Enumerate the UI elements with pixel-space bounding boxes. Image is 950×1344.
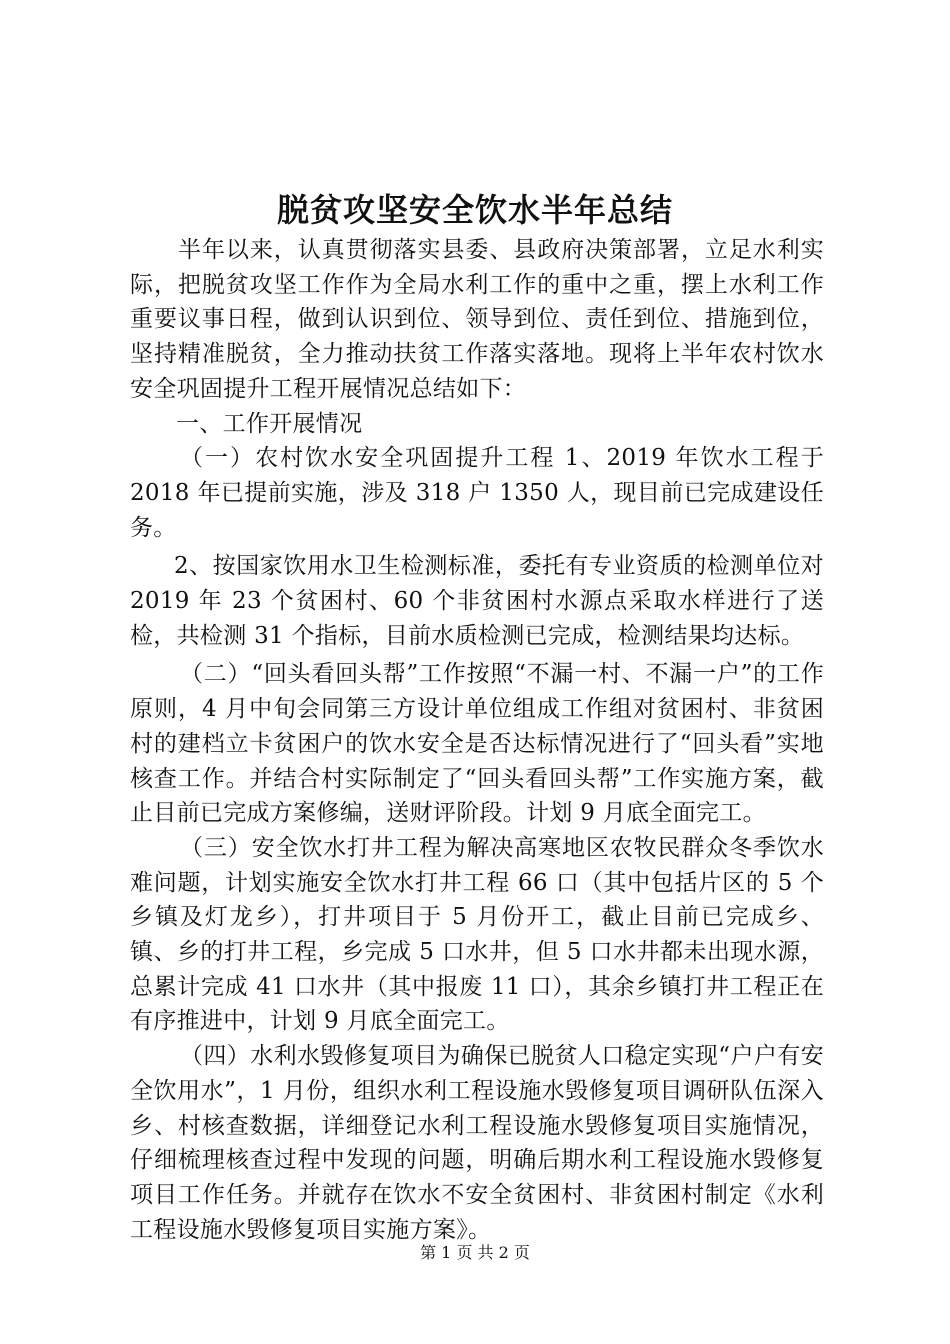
paragraph-item-3: （二）“回头看回头帮”工作按照“不漏一村、不漏一户”的工作原则，4 月中旬会同第三方设计单位组成工作组对贫困村、非贫困村的建档立卡贫困户的饮水安全是否达标情况进行了“回头看”实地核查工作。并结合村实际制定了“回头看回头帮”工作实施方案，截止目前已完成方案修编，送财评阶段。计划 9 月底全面完工。 (130, 661, 824, 827)
page-footer: 第 1 页 共 2 页 (420, 1243, 530, 1262)
paragraph-item-4: （三）安全饮水打井工程为解决高寒地区农牧民群众冬季饮水难问题，计划实施安全饮水打井工程 66 口（其中包括片区的 5 个乡镇及灯龙乡），打井项目于 5 月份开工，截止目前已完成乡、镇、乡的打井工程，乡完成 5 口水井，但 5 口水井都未出现水源，总累计完成 41 口水井（其中报废 11 口），其余乡镇打井工程正在有序推进中，计划 9 月底全面完工。 (130, 834, 824, 1035)
intro-paragraph: 半年以来，认真贯彻落实县委、县政府决策部署，立足水利实际，把脱贫攻坚工作作为全局水利工作的重中之重，摆上水利工作重要议事日程，做到认识到位、领导到位、责任到位、措施到位，坚持精准脱贫，全力推动扶贫工作落实落地。现将上半年农村饮水安全巩固提升工程开展情况总结如下： (130, 237, 824, 402)
document-body (130, 233, 824, 1247)
paragraph-item-2: 2、按国家饮用水卫生检测标准，委托有专业资质的检测单位对 2019 年 23 个贫困村、60 个非贫困村水源点采取水样进行了送检，共检测 31 个指标，目前水质检测已完成，检测结果均达标。 (130, 553, 824, 649)
document-title: 脱贫攻坚安全饮水半年总结 (276, 191, 673, 229)
paragraph-item-5: （四）水利水毁修复项目为确保已脱贫人口稳定实现“户户有安全饮用水”，1 月份，组织水利工程设施水毁修复项目调研队伍深入乡、村核查数据，详细登记水利工程设施水毁修复项目实施情况，仔细梳理核查过程中发现的问题，明确后期水利工程设施水毁修复项目工作任务。并就存在饮水不安全贫困村、非贫困村制定《水利工程设施水毁修复项目实施方案》。 (130, 1043, 824, 1243)
paragraph-item-1: （一）农村饮水安全巩固提升工程 1、2019 年饮水工程于 2018 年已提前实施，涉及 318 户 1350 人，现目前已完成建设任务。 (130, 445, 824, 541)
section-heading: 一、工作开展情况 (176, 410, 363, 437)
